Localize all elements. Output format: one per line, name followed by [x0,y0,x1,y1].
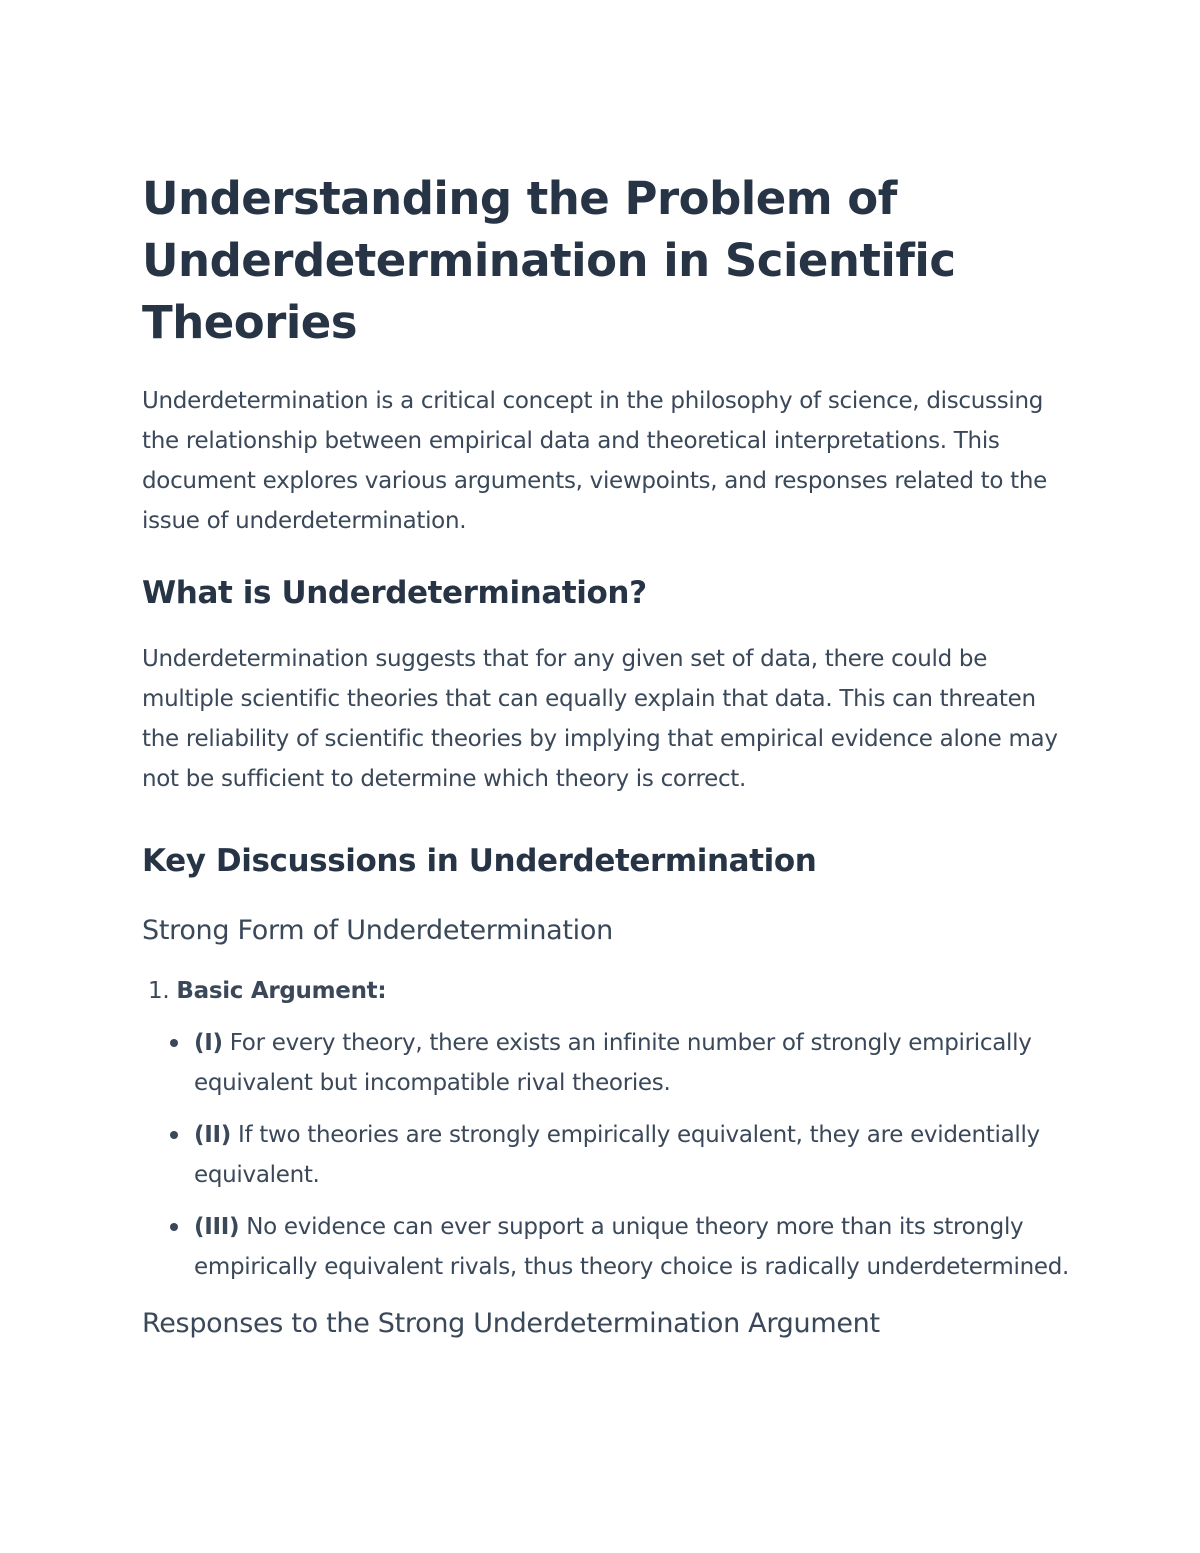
key-discussions-heading: Key Discussions in Underdetermination [142,843,817,879]
bullet-item [194,1023,1072,1103]
list-item-label: Basic Argument: [176,978,387,1004]
bullet-dot-icon [170,1131,178,1139]
document-title: Understanding the Problem of Underdetermination in Scientific Theories [142,172,956,349]
bullet-text: For every theory, there exists an infinite number of strongly empirically equivalent but incompatible rival theories. [194,1030,1032,1096]
document-page [142,168,1072,1344]
strong-form-heading: Strong Form of Underdetermination [142,915,613,946]
bullet-tag: (I) [194,1030,223,1056]
what-is-heading: What is Underdetermination? [142,575,647,611]
bullet-item [194,1115,1072,1195]
bullet-item [194,1207,1072,1287]
bullet-tag: (II) [194,1122,231,1148]
list-item [148,971,1072,1011]
intro-paragraph: Underdetermination is a critical concept in the philosophy of science, discussing the relationship between empirical data and theoretical interpretations. This document explores various arguments, viewpoints, and responses related to the issue of underdetermination. [142,388,1048,534]
bullet-text: No evidence can ever support a unique theory more than its strongly empirically equivalent rivals, thus theory choice is radically underdetermined. [194,1214,1070,1280]
bullet-dot-icon [170,1223,178,1231]
what-is-paragraph: Underdetermination suggests that for any given set of data, there could be multiple scientific theories that can equally explain that data. This can threaten the reliability of scientific theories by implying that empirical evidence alone may not be sufficient to determine which theory is correct. [142,646,1058,792]
bullet-dot-icon [170,1039,178,1047]
list-item-number: 1. [148,978,170,1004]
bullet-tag: (III) [194,1214,240,1240]
bullet-list [142,1023,1072,1287]
bullet-text: If two theories are strongly empirically equivalent, they are evidentially equivalent. [194,1122,1040,1188]
numbered-list [142,971,1072,1011]
responses-heading: Responses to the Strong Underdetermination Argument [142,1308,880,1339]
